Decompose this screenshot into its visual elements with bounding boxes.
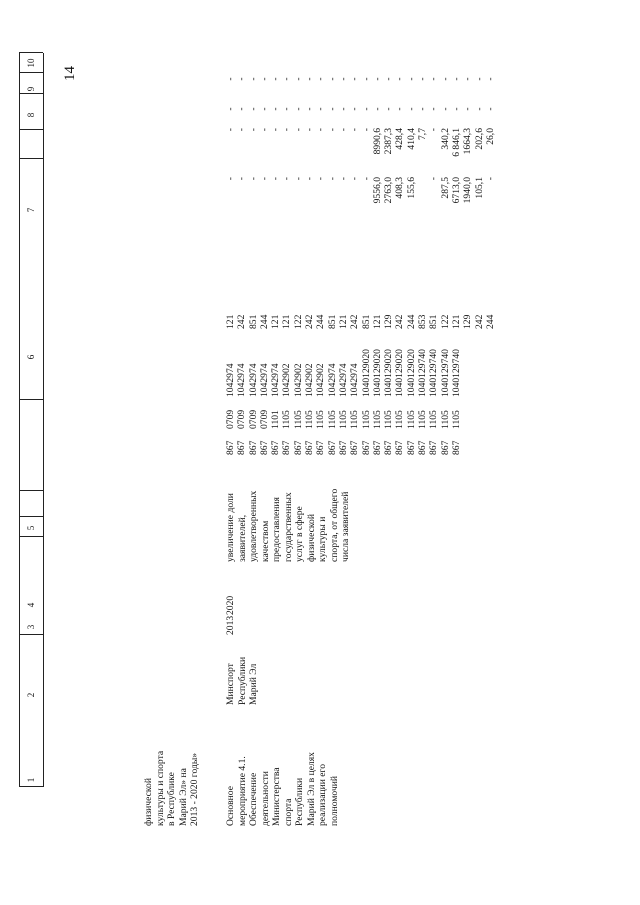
text-line: заявителей, <box>236 514 248 562</box>
code-cell: 867 <box>326 440 338 455</box>
value-cell: - <box>450 107 462 111</box>
value-cell: - <box>326 177 338 181</box>
year-2013-column <box>225 177 496 217</box>
text-line: увеличение доли <box>225 493 236 562</box>
value-cell: - <box>304 128 316 132</box>
value-cell: - <box>315 107 327 111</box>
value-cell: - <box>428 177 440 181</box>
value-cell: - <box>428 107 440 111</box>
text-line: культуры и спорта <box>154 750 166 826</box>
code-cell: 867 <box>417 440 429 455</box>
code-cell: 1105 <box>383 410 395 429</box>
value-cell: - <box>394 77 406 81</box>
code-cell: 0709 <box>247 409 259 429</box>
value-cell: 2387,3 <box>383 128 395 155</box>
section-code-column <box>225 410 462 429</box>
text-line: спорта, от общего <box>328 488 340 562</box>
value-cell: - <box>428 128 440 132</box>
value-cell: 9556,0 <box>371 177 383 204</box>
code-cell: 851 <box>326 314 338 329</box>
text-line: государственных <box>282 492 294 562</box>
col-divider <box>19 490 43 491</box>
responsible-executor <box>225 657 260 705</box>
value-cell: - <box>236 107 248 111</box>
text-line: физической <box>305 514 317 562</box>
code-cell: 867 <box>292 440 304 455</box>
col-divider <box>19 158 43 159</box>
code-cell: 1105 <box>450 410 462 429</box>
header-bottom-border <box>43 53 44 787</box>
code-cell: 129 <box>383 314 395 329</box>
value-cell: 287,5 <box>439 177 451 199</box>
code-cell: 1105 <box>281 410 293 429</box>
main-activity-name <box>225 752 340 826</box>
code-cell: 121 <box>281 314 293 329</box>
value-cell: - <box>225 128 236 132</box>
value-cell: - <box>337 177 349 181</box>
value-cell: 26,0 <box>484 128 496 145</box>
text-line: Минспорт <box>225 663 236 705</box>
value-cell: 1940,0 <box>462 177 474 204</box>
year-2016-column <box>225 69 496 89</box>
header-col-4: 4 <box>26 602 36 608</box>
text-line: услуг в сфере <box>294 506 305 562</box>
code-cell: 867 <box>439 440 451 455</box>
value-cell: - <box>304 177 316 181</box>
text-line: Министерства <box>271 767 282 826</box>
value-cell: - <box>292 77 304 81</box>
code-cell: 242 <box>394 314 406 329</box>
value-cell: - <box>473 107 485 111</box>
code-cell: 0709 <box>236 409 248 429</box>
code-cell: 1101 <box>270 410 282 429</box>
text-line: предоставления <box>271 497 282 562</box>
code-cell: 1040129740 <box>417 349 429 397</box>
value-cell: - <box>360 177 372 181</box>
value-cell: - <box>428 77 440 81</box>
code-cell: 1105 <box>417 410 429 429</box>
value-cell: - <box>292 107 304 111</box>
text-line: Республики <box>294 777 305 826</box>
header-col-1: 1 <box>26 777 36 783</box>
value-cell: - <box>337 128 349 132</box>
value-cell: - <box>405 77 417 81</box>
value-cell: - <box>326 77 338 81</box>
value-cell: - <box>326 128 338 132</box>
code-cell: 853 <box>417 314 429 329</box>
value-cell: 8990,6 <box>371 128 383 155</box>
code-cell: 121 <box>371 314 383 329</box>
code-cell: 867 <box>405 440 417 455</box>
code-cell: 1040129740 <box>439 349 451 397</box>
value-cell: - <box>270 77 282 81</box>
text-line: Республики <box>236 656 248 705</box>
value-cell: 7,7 <box>417 128 429 140</box>
code-cell: 867 <box>225 440 236 455</box>
text-line: мероприятие 4.1. <box>236 756 248 826</box>
code-cell: 1042974 <box>225 363 236 397</box>
value-cell: - <box>258 107 270 111</box>
value-cell: 2763,0 <box>383 177 395 204</box>
code-cell: 867 <box>315 440 327 455</box>
value-cell: 428,4 <box>394 128 406 150</box>
code-cell: 122 <box>439 314 451 329</box>
code-cell: 1042902 <box>281 363 293 397</box>
header-col-6: 6 <box>26 354 36 360</box>
text-line: полномочий <box>328 775 340 826</box>
value-cell: - <box>417 77 429 81</box>
code-cell: 244 <box>258 314 270 329</box>
value-cell: - <box>225 177 236 181</box>
value-cell: - <box>315 77 327 81</box>
value-cell: - <box>236 128 248 132</box>
value-cell: - <box>236 77 248 81</box>
text-line: реализации его <box>317 763 328 826</box>
value-cell: - <box>270 177 282 181</box>
code-cell: 242 <box>473 314 485 329</box>
value-cell: 408,3 <box>394 177 406 199</box>
value-cell: - <box>439 107 451 111</box>
value-cell: - <box>258 128 270 132</box>
code-cell: 867 <box>258 440 270 455</box>
text-line: культуры и <box>317 516 328 562</box>
header-col-10: 10 <box>26 58 36 68</box>
code-cell: 1105 <box>371 410 383 429</box>
text-line: физической <box>143 778 154 826</box>
value-cell: - <box>292 128 304 132</box>
code-cell: 1040129020 <box>394 349 406 397</box>
code-cell: 867 <box>337 440 349 455</box>
code-cell: 867 <box>394 440 406 455</box>
code-cell: 1040129020 <box>371 349 383 397</box>
code-cell: 1105 <box>394 410 406 429</box>
value-cell: - <box>337 107 349 111</box>
value-cell: 340,2 <box>439 128 451 150</box>
value-cell: - <box>315 128 327 132</box>
prev-row-text <box>143 738 201 826</box>
value-cell: - <box>258 77 270 81</box>
value-cell: 155,6 <box>405 177 417 199</box>
code-cell: 121 <box>337 314 349 329</box>
value-cell: - <box>326 107 338 111</box>
value-cell: - <box>349 177 361 181</box>
value-cell: - <box>371 107 383 111</box>
header-col-7: 7 <box>26 207 36 213</box>
code-cell: 122 <box>292 314 304 329</box>
col-divider <box>19 399 43 400</box>
code-cell: 1040129740 <box>450 349 462 397</box>
value-cell: - <box>439 77 451 81</box>
code-cell: 1042902 <box>315 363 327 397</box>
code-cell: 1042974 <box>258 363 270 397</box>
year-2015-column <box>225 99 496 119</box>
code-cell: 244 <box>315 314 327 329</box>
code-cell: 1042974 <box>236 363 248 397</box>
code-cell: 129 <box>462 314 474 329</box>
code-cell: 121 <box>270 314 282 329</box>
value-cell: - <box>484 107 496 111</box>
target-article-column <box>225 349 462 397</box>
code-cell: 867 <box>450 440 462 455</box>
value-cell: - <box>349 107 361 111</box>
code-cell: 851 <box>247 314 259 329</box>
value-cell: - <box>281 177 293 181</box>
indicator-text <box>225 489 352 562</box>
value-cell: 105,1 <box>473 177 485 199</box>
text-line: удовлетворенных <box>248 490 259 562</box>
header-col-2: 2 <box>26 692 36 698</box>
code-cell: 1042974 <box>337 363 349 397</box>
value-cell: - <box>484 77 496 81</box>
code-cell: 867 <box>360 440 372 455</box>
value-cell: - <box>281 107 293 111</box>
header-col-9: 9 <box>26 86 36 92</box>
value-cell: - <box>462 107 474 111</box>
value-cell: - <box>247 177 259 181</box>
value-cell: - <box>225 77 236 81</box>
value-cell: - <box>484 177 496 181</box>
code-cell: 867 <box>371 440 383 455</box>
header-col-3: 3 <box>26 624 36 630</box>
text-line: в Республике <box>166 772 177 826</box>
text-line: Обеспечение <box>248 772 259 826</box>
value-cell: - <box>360 77 372 81</box>
value-cell: - <box>360 107 372 111</box>
value-cell: - <box>383 77 395 81</box>
value-cell: - <box>281 128 293 132</box>
value-cell: - <box>349 128 361 132</box>
value-cell: - <box>383 107 395 111</box>
code-cell: 851 <box>428 314 440 329</box>
value-cell: 6 846,1 <box>450 128 462 157</box>
header-col-5: 5 <box>26 525 36 531</box>
code-cell: 1105 <box>326 410 338 429</box>
value-cell: - <box>225 107 236 111</box>
code-cell: 121 <box>450 314 462 329</box>
value-cell: - <box>247 107 259 111</box>
code-cell: 1105 <box>405 410 417 429</box>
table-top-border <box>19 53 20 787</box>
text-line: деятельности <box>259 771 271 826</box>
code-cell: 242 <box>236 314 248 329</box>
value-cell: - <box>349 77 361 81</box>
code-cell: 1042974 <box>349 363 361 397</box>
code-cell: 867 <box>428 440 440 455</box>
value-cell: - <box>360 128 372 132</box>
value-cell: - <box>371 77 383 81</box>
code-cell: 0709 <box>225 409 236 429</box>
code-cell: 1042974 <box>247 363 259 397</box>
expense-type-column <box>225 315 496 329</box>
header-col-8: 8 <box>26 112 36 118</box>
code-cell: 244 <box>405 314 417 329</box>
code-cell: 1040129740 <box>428 349 440 397</box>
value-cell <box>417 177 428 217</box>
code-cell: 1105 <box>349 410 361 429</box>
value-cell: - <box>450 77 462 81</box>
value-cell: - <box>394 107 406 111</box>
year-2014-column <box>225 128 496 170</box>
text-line: Основное <box>225 786 236 826</box>
text-line: Марий Эл в целях <box>305 752 317 826</box>
value-cell: - <box>315 177 327 181</box>
value-cell: - <box>247 77 259 81</box>
value-cell: - <box>281 77 293 81</box>
value-cell: - <box>473 77 485 81</box>
grbs-code-column <box>225 441 462 455</box>
code-cell: 242 <box>304 314 316 329</box>
code-cell: 867 <box>349 440 361 455</box>
text-line: качеством <box>259 520 271 562</box>
text-line: Марий Эл <box>248 663 259 705</box>
code-cell: 1042902 <box>292 363 304 397</box>
value-cell: 410,4 <box>405 128 417 150</box>
code-cell: 1042974 <box>270 363 282 397</box>
code-cell: 851 <box>360 314 372 329</box>
code-cell: 244 <box>484 314 496 329</box>
code-cell: 121 <box>225 314 236 329</box>
code-cell: 867 <box>270 440 282 455</box>
text-line: Марий Эл» на <box>177 768 189 826</box>
code-cell: 867 <box>304 440 316 455</box>
page-number: 14 <box>62 66 78 81</box>
end-year: 2020 <box>225 595 236 615</box>
code-cell: 1105 <box>292 410 304 429</box>
value-cell: - <box>417 107 429 111</box>
value-cell: - <box>462 77 474 81</box>
value-cell: - <box>304 77 316 81</box>
value-cell: - <box>270 107 282 111</box>
text-line: числа заявителей <box>340 491 351 562</box>
code-cell: 1105 <box>337 410 349 429</box>
code-cell: 867 <box>236 440 248 455</box>
value-cell: - <box>247 128 259 132</box>
code-cell: 1105 <box>428 410 440 429</box>
code-cell: 867 <box>247 440 259 455</box>
code-cell: 1040129020 <box>405 349 417 397</box>
value-cell: 1664,3 <box>462 128 474 155</box>
code-cell: 867 <box>281 440 293 455</box>
value-cell: - <box>292 177 304 181</box>
code-cell: 242 <box>349 314 361 329</box>
code-cell: 1040129020 <box>383 349 395 397</box>
value-cell: - <box>270 128 282 132</box>
code-cell: 867 <box>383 440 395 455</box>
value-cell: - <box>304 107 316 111</box>
value-cell: - <box>258 177 270 181</box>
code-cell: 1105 <box>304 410 316 429</box>
code-cell: 1040129020 <box>360 349 372 397</box>
value-cell: 202,6 <box>473 128 485 150</box>
value-cell: - <box>337 77 349 81</box>
code-cell: 0709 <box>258 409 270 429</box>
code-cell: 1042902 <box>304 363 316 397</box>
code-cell: 1105 <box>315 410 327 429</box>
code-cell: 1105 <box>439 410 451 429</box>
code-cell: 1105 <box>360 410 372 429</box>
value-cell: 6713,0 <box>450 177 462 204</box>
start-year: 2013 <box>225 615 236 635</box>
text-line: спорта <box>282 798 294 826</box>
value-cell: - <box>236 177 248 181</box>
value-cell: - <box>405 107 417 111</box>
text-line: 2013 - 2020 годы» <box>189 752 200 826</box>
code-cell: 1042974 <box>326 363 338 397</box>
